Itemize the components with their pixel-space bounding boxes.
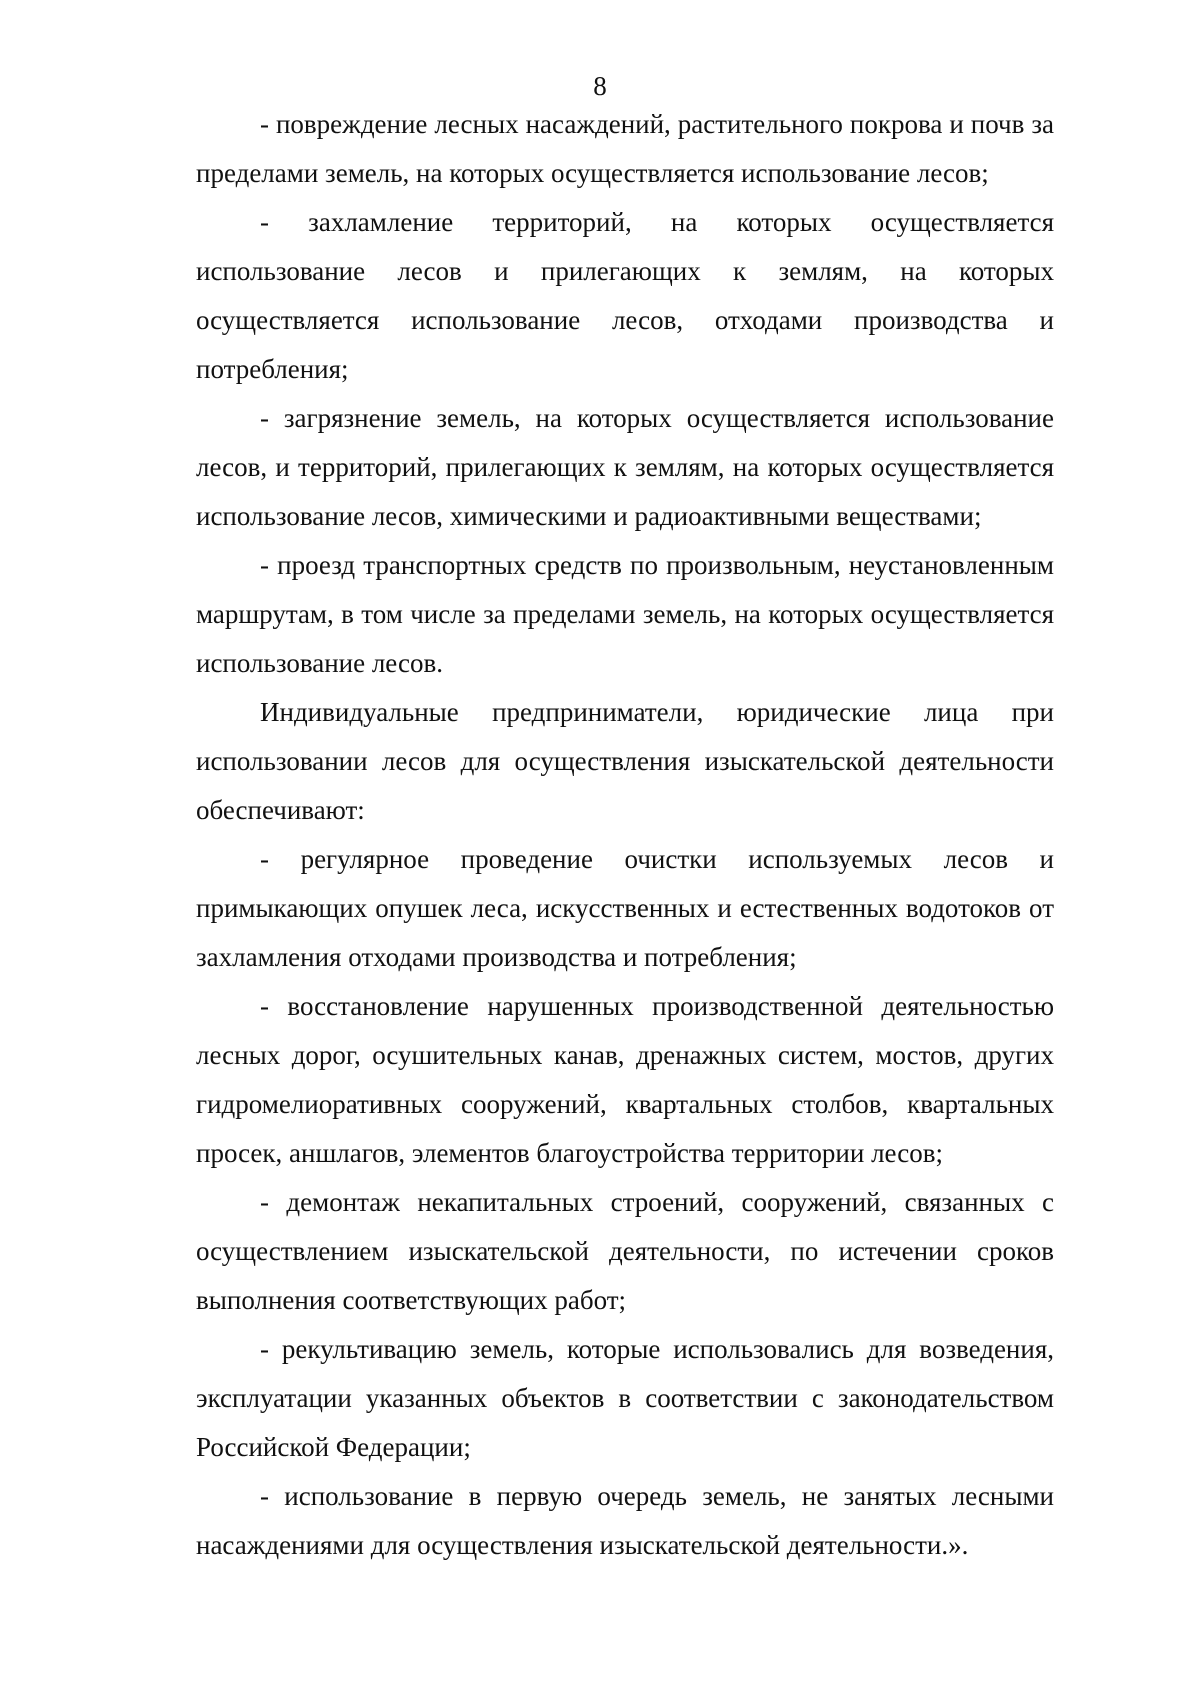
paragraph-obligations-intro: Индивидуальные предприниматели, юридические лица при использовании лесов для осуществления изыскательской деятельности обеспечивают:: [196, 697, 1054, 825]
paragraph-restoration: - восстановление нарушенных производственной деятельностью лесных дорог, осушительных канав, дренажных систем, мостов, других гидромелиоративных сооружений, квартальных столбов, квартальных просек, аншлагов, элементов благоустройства территории лесов;: [196, 991, 1054, 1168]
paragraph-forest-damage: - повреждение лесных насаждений, растительного покрова и почв за пределами земель, на которых осуществляется использование лесов;: [196, 109, 1054, 188]
document-body: [196, 100, 1054, 1570]
paragraph-littering: - захламление территорий, на которых осуществляется использование лесов и прилегающих к землям, на которых осуществляется использование лесов, отходами производства и потребления;: [196, 207, 1054, 384]
page-number: 8: [593, 71, 607, 101]
paragraph-vehicle-passage: - проезд транспортных средств по произвольным, неустановленным маршрутам, в том числе за пределами земель, на которых осуществляется использование лесов.: [196, 550, 1054, 678]
paragraph-regular-cleaning: - регулярное проведение очистки используемых лесов и примыкающих опушек леса, искусственных и естественных водотоков от захламления отходами производства и потребления;: [196, 844, 1054, 972]
paragraph-dismantling: - демонтаж некапитальных строений, сооружений, связанных с осуществлением изыскательской деятельности, по истечении сроков выполнения соответствующих работ;: [196, 1187, 1054, 1315]
paragraph-pollution: - загрязнение земель, на которых осуществляется использование лесов, и территорий, прилегающих к землям, на которых осуществляется использование лесов, химическими и радиоактивными веществами;: [196, 403, 1054, 531]
paragraph-recultivation: - рекультивацию земель, которые использовались для возведения, эксплуатации указанных объектов в соответствии с законодательством Российской Федерации;: [196, 1334, 1054, 1462]
paragraph-land-priority: - использование в первую очередь земель, не занятых лесными насаждениями для осуществления изыскательской деятельности.».: [196, 1481, 1054, 1560]
